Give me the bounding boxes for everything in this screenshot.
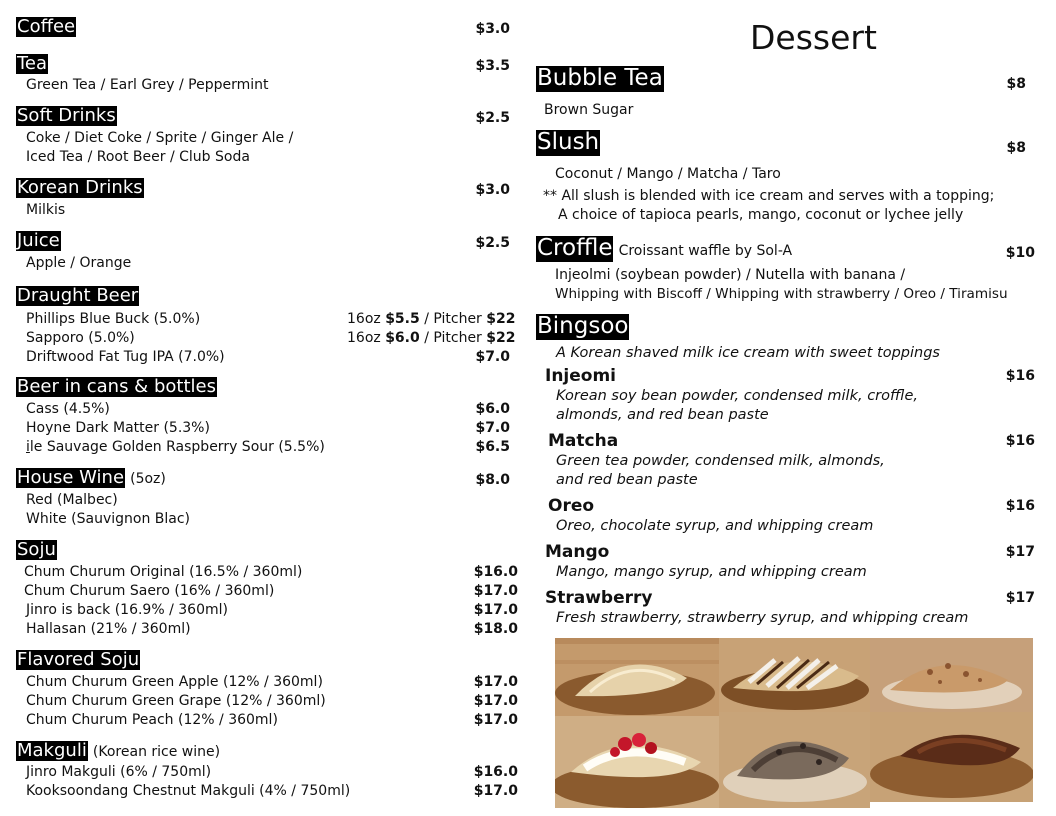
section-title-slush: Slush [537, 129, 600, 155]
menu-item-price: $17.0 [473, 783, 518, 799]
section-tea [16, 54, 48, 74]
price-bingsoo-matcha: $16 [1005, 433, 1035, 449]
bingsoo-injeomi-desc-line1: Korean soy bean powder, condensed milk, croffle, [556, 388, 919, 404]
menu-item-price: $17.0 [473, 674, 518, 690]
menu-item-price: $6.0 [475, 401, 510, 417]
price-house-wine: $8.0 [475, 472, 510, 488]
bingsoo-description: A Korean shaved milk ice cream with sweet toppings [556, 345, 940, 361]
bingsoo-mango-desc: Mango, mango syrup, and whipping cream [556, 564, 867, 580]
price-coffee: $3.0 [475, 21, 510, 37]
section-title-soft-drinks: Soft Drinks [17, 105, 116, 126]
menu-item-name: Jinro is back (16.9% / 360ml) [26, 602, 228, 618]
croffle-photo-oreo [719, 712, 870, 808]
croffle-photo-biscoff [870, 638, 1033, 712]
menu-item-name: Hallasan (21% / 360ml) [26, 621, 191, 637]
slush-note-line2: A choice of tapioca pearls, mango, coconut or lychee jelly [558, 207, 964, 223]
section-soft-drinks [16, 106, 117, 126]
bingsoo-injeomi-desc-line2: almonds, and red bean paste [556, 407, 769, 423]
price-croffle: $10 [1005, 245, 1035, 261]
section-bingsoo [536, 314, 629, 340]
menu-item-name: ile Sauvage Golden Raspberry Sour (5.5%) [26, 439, 325, 455]
bingsoo-item-oreo: Oreo [548, 496, 595, 516]
menu-item-price: $17.0 [473, 712, 518, 728]
croffle-photo-strawberry [555, 716, 719, 808]
section-draught-beer [16, 286, 139, 306]
bingsoo-item-injeomi: Injeomi [545, 366, 617, 386]
croffle-subtitle: Croissant waffle by Sol-A [618, 243, 793, 259]
slush-flavors: Coconut / Mango / Matcha / Taro [555, 166, 781, 182]
section-house-wine [16, 468, 166, 488]
menu-item-name: Sapporo (5.0%) [26, 330, 135, 346]
section-title-juice: Juice [17, 230, 60, 251]
dessert-heading: Dessert [750, 18, 877, 57]
menu-item-name: Chum Churum Saero (16% / 360ml) [24, 583, 275, 599]
slush-note-line1: ** All slush is blended with ice cream and serves with a topping; [543, 188, 995, 204]
korean-drinks-options: Milkis [26, 202, 66, 218]
menu-item-name: Red (Malbec) [26, 492, 118, 508]
price-bingsoo-injeomi: $16 [1005, 368, 1035, 384]
price-bingsoo-mango: $17 [1005, 544, 1035, 560]
price-bubble-tea: $8 [1006, 76, 1026, 92]
section-korean-drinks [16, 178, 144, 198]
section-title-bingsoo: Bingsoo [537, 313, 629, 339]
menu-item-name: Phillips Blue Buck (5.0%) [26, 311, 201, 327]
croffle-photo-grid [555, 638, 1033, 808]
menu-item-pricing: 16oz $5.5 / Pitcher $22 [347, 311, 516, 327]
price-bingsoo-oreo: $16 [1005, 498, 1035, 514]
section-title-draught-beer: Draught Beer [17, 285, 139, 306]
section-title-korean-drinks: Korean Drinks [17, 177, 143, 198]
section-title-bubble-tea: Bubble Tea [537, 65, 663, 91]
soft-drinks-options-line1: Coke / Diet Coke / Sprite / Ginger Ale / [26, 130, 294, 146]
section-beer-cans-bottles [16, 377, 217, 397]
price-slush: $8 [1006, 140, 1026, 156]
menu-item-name: Driftwood Fat Tug IPA (7.0%) [26, 349, 225, 365]
bingsoo-item-strawberry: Strawberry [545, 588, 653, 608]
menu-item-name: Cass (4.5%) [26, 401, 110, 417]
soft-drinks-options-line2: Iced Tea / Root Beer / Club Soda [26, 149, 250, 165]
menu-item-price: $17.0 [473, 693, 518, 709]
section-title-soju: Soju [17, 539, 56, 560]
croffle-photo-nutella [719, 638, 870, 712]
bingsoo-oreo-desc: Oreo, chocolate syrup, and whipping cream [556, 518, 874, 534]
bingsoo-matcha-desc-line2: and red bean paste [556, 472, 698, 488]
section-soju [16, 540, 57, 560]
menu-item-name: Chum Churum Green Grape (12% / 360ml) [26, 693, 326, 709]
menu-item-name: Kooksoondang Chestnut Makguli (4% / 750ml) [26, 783, 351, 799]
section-title-beer-cans-bottles: Beer in cans & bottles [17, 376, 216, 397]
menu-item-name: Chum Churum Original (16.5% / 360ml) [24, 564, 303, 580]
section-makguli [16, 741, 220, 761]
section-flavored-soju [16, 650, 140, 670]
price-bingsoo-strawberry: $17 [1005, 590, 1035, 606]
menu-item-name: Hoyne Dark Matter (5.3%) [26, 420, 210, 436]
section-title-tea: Tea [17, 53, 48, 74]
section-title-coffee: Coffee [17, 16, 76, 37]
price-juice: $2.5 [475, 235, 510, 251]
croffle-photo-injeolmi [555, 638, 719, 716]
menu-item-price: $16.0 [473, 564, 518, 580]
menu-item-name: Chum Churum Green Apple (12% / 360ml) [26, 674, 323, 690]
croffle-flavors-line2: Whipping with Biscoff / Whipping with strawberry / Oreo / Tiramisu [555, 286, 1008, 302]
bingsoo-strawberry-desc: Fresh strawberry, strawberry syrup, and whipping cream [556, 610, 969, 626]
menu-item-price: $7.0 [475, 420, 510, 436]
menu-item-price: $17.0 [473, 602, 518, 618]
croffle-photo-tiramisu [870, 712, 1033, 802]
menu-item-price: $16.0 [473, 764, 518, 780]
juice-options: Apple / Orange [26, 255, 132, 271]
menu-item-price: $7.0 [475, 349, 510, 365]
section-croffle [536, 236, 792, 262]
section-title-croffle: Croffle [537, 235, 613, 261]
tea-options: Green Tea / Earl Grey / Peppermint [26, 77, 269, 93]
bingsoo-matcha-desc-line1: Green tea powder, condensed milk, almonds, [556, 453, 885, 469]
price-korean-drinks: $3.0 [475, 182, 510, 198]
price-tea: $3.5 [475, 58, 510, 74]
section-slush [536, 130, 600, 156]
menu-item-name: Jinro Makguli (6% / 750ml) [26, 764, 212, 780]
menu-item-name: White (Sauvignon Blac) [26, 511, 191, 527]
section-title-flavored-soju: Flavored Soju [17, 649, 140, 670]
bingsoo-item-mango: Mango [545, 542, 610, 562]
section-bubble-tea [536, 66, 664, 92]
menu-item-pricing: 16oz $6.0 / Pitcher $22 [347, 330, 516, 346]
section-coffee [16, 17, 76, 37]
makguli-note: (Korean rice wine) [92, 744, 221, 760]
section-juice [16, 231, 61, 251]
section-title-house-wine: House Wine [17, 467, 125, 488]
price-soft-drinks: $2.5 [475, 110, 510, 126]
menu-item-price: $6.5 [475, 439, 510, 455]
croffle-flavors-line1: Injeolmi (soybean powder) / Nutella with banana / [555, 267, 906, 283]
house-wine-note: (5oz) [130, 471, 166, 487]
menu-item-price: $18.0 [473, 621, 518, 637]
menu-item-price: $17.0 [473, 583, 518, 599]
menu-item-name: Chum Churum Peach (12% / 360ml) [26, 712, 278, 728]
section-title-makguli: Makguli [17, 740, 87, 761]
bingsoo-item-matcha: Matcha [548, 431, 619, 451]
bubble-tea-flavor: Brown Sugar [544, 102, 634, 118]
